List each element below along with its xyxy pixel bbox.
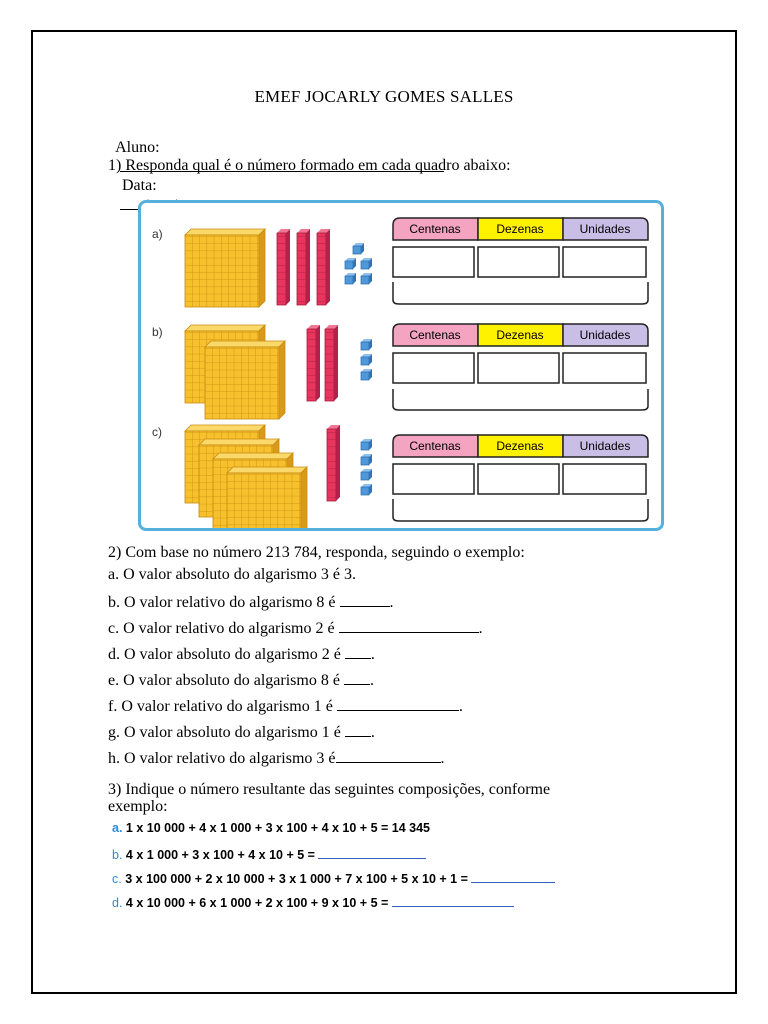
row-b-units	[361, 339, 372, 380]
answer-number-box[interactable]	[393, 389, 648, 410]
answer-cell[interactable]	[393, 464, 474, 494]
item-end: .	[370, 646, 375, 663]
q2-item-text: h. O valor relativo do algarismo 3 é	[108, 750, 336, 767]
item-end: .	[370, 724, 375, 741]
item-end: .	[440, 750, 445, 767]
header-centenas: Centenas	[409, 439, 461, 453]
item-end: .	[389, 594, 394, 611]
answer-blank[interactable]	[345, 644, 371, 659]
q3-item-c	[112, 870, 555, 886]
q3-expr: 4 x 1 000 + 3 x 100 + 4 x 10 + 5 =	[125, 848, 315, 862]
header-dezenas: Dezenas	[496, 222, 544, 236]
q1-prompt: 1) Responda qual é o número formado em cada quadro abaixo:	[108, 157, 511, 174]
q3-item-a	[112, 821, 430, 835]
q3-letter: c.	[112, 872, 122, 886]
q2-item-text: f. O valor relativo do algarismo 1 é	[108, 698, 333, 715]
q2-item-g	[108, 722, 375, 742]
q3-item-d	[112, 894, 514, 910]
header-centenas: Centenas	[409, 222, 461, 236]
q2-item-b	[108, 592, 394, 612]
row-c-hundreds	[185, 425, 307, 528]
q3-letter: a.	[112, 821, 123, 835]
answer-cell[interactable]	[393, 353, 474, 383]
header-dezenas: Dezenas	[496, 328, 544, 342]
row-a-hundreds	[185, 229, 265, 307]
header-dezenas: Dezenas	[496, 439, 544, 453]
aluno-label: Aluno:	[115, 139, 160, 156]
place-value-chart-c	[393, 435, 648, 521]
q3-prompt-line2: exemplo:	[108, 798, 168, 815]
answer-blank[interactable]	[339, 618, 479, 633]
q3-prompt-line1: 3) Indique o número resultante das seguintes composições, conforme	[108, 781, 551, 798]
q2-item-c	[108, 618, 483, 638]
answer-number-box[interactable]	[393, 282, 648, 304]
q2-item-a: a. O valor absoluto do algarismo 3 é 3.	[108, 566, 356, 583]
answer-cell[interactable]	[478, 353, 559, 383]
row-c-units	[361, 439, 372, 495]
header-unidades: Unidades	[579, 222, 631, 236]
place-value-chart-b	[393, 324, 648, 410]
row-b-tens	[307, 325, 338, 401]
answer-cell[interactable]	[563, 247, 646, 277]
item-end: .	[369, 672, 374, 689]
place-value-chart-a	[393, 218, 648, 304]
base-ten-figure	[138, 200, 664, 531]
base-ten-blocks-illustration	[141, 203, 661, 528]
answer-blank[interactable]	[336, 748, 441, 763]
q2-item-e	[108, 670, 374, 690]
q3-expr: 4 x 10 000 + 6 x 1 000 + 2 x 100 + 9 x 10 + 5 =	[125, 896, 389, 910]
answer-cell[interactable]	[393, 247, 474, 277]
item-end: .	[458, 698, 463, 715]
q2-item-d	[108, 644, 375, 664]
header-unidades: Unidades	[579, 439, 631, 453]
q2-item-h	[108, 748, 445, 768]
q3-expr: 3 x 100 000 + 2 x 10 000 + 3 x 1 000 + 7 x 100 + 5 x 10 + 1 =	[125, 872, 468, 886]
answer-cell[interactable]	[478, 464, 559, 494]
row-a-label: a)	[152, 227, 163, 241]
q3-letter: d.	[112, 896, 123, 910]
answer-blank[interactable]	[318, 846, 426, 859]
item-end: .	[478, 620, 483, 637]
header-unidades: Unidades	[579, 328, 631, 342]
row-c-label: c)	[152, 425, 162, 439]
answer-blank[interactable]	[345, 722, 371, 737]
row-a-units	[345, 243, 372, 284]
header-centenas: Centenas	[409, 328, 461, 342]
q2-item-text: e. O valor absoluto do algarismo 8 é	[108, 672, 340, 689]
q2-item-f	[108, 696, 463, 716]
answer-cell[interactable]	[478, 247, 559, 277]
school-title: EMEF JOCARLY GOMES SALLES	[254, 87, 514, 106]
q2-item-text: b. O valor relativo do algarismo 8 é	[108, 594, 336, 611]
answer-blank[interactable]	[337, 696, 459, 711]
answer-blank[interactable]	[471, 870, 555, 883]
row-b-hundreds	[185, 325, 285, 419]
q3-item-b	[112, 846, 426, 862]
q3-expr: 1 x 10 000 + 4 x 1 000 + 3 x 100 + 4 x 10 + 5 = 14 345	[125, 821, 431, 835]
answer-blank[interactable]	[392, 894, 514, 907]
q3-letter: b.	[112, 848, 123, 862]
q2-prompt: 2) Com base no número 213 784, responda, seguindo o exemplo:	[108, 544, 525, 561]
q2-item-text: g. O valor absoluto do algarismo 1 é	[108, 724, 341, 741]
answer-cell[interactable]	[563, 353, 646, 383]
row-c-tens	[327, 425, 340, 501]
answer-number-box[interactable]	[393, 499, 648, 521]
row-a-tens	[277, 229, 330, 305]
row-b-label: b)	[152, 325, 163, 339]
data-label: Data:	[122, 177, 157, 194]
q2-item-text: d. O valor absoluto do algarismo 2 é	[108, 646, 341, 663]
answer-cell[interactable]	[563, 464, 646, 494]
answer-blank[interactable]	[344, 670, 370, 685]
answer-blank[interactable]	[340, 592, 390, 607]
q2-item-text: c. O valor relativo do algarismo 2 é	[108, 620, 335, 637]
